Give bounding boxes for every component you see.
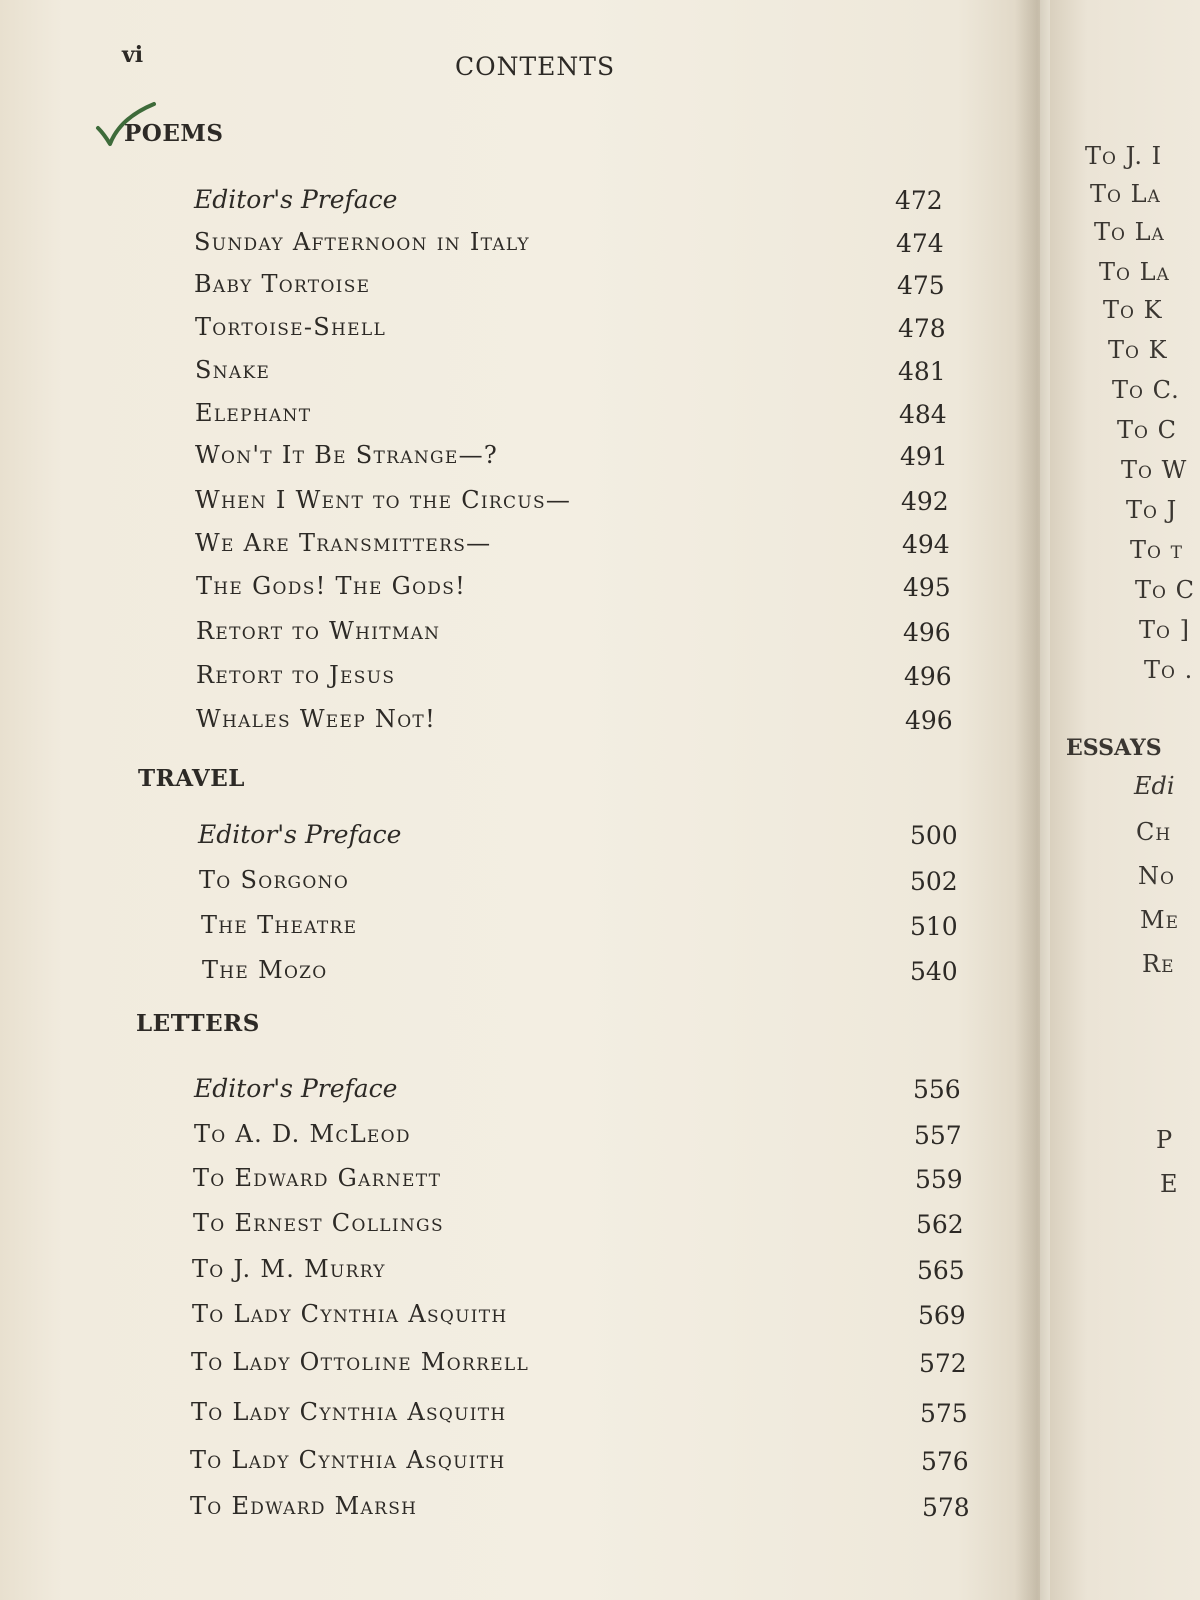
toc-entry-page: 576 [921,1447,969,1476]
page-number: vi [122,42,144,68]
toc-entry-title: To Edward Marsh [190,1492,418,1520]
right-page-bottom-entry: E [1160,1170,1179,1198]
toc-entry-title: The Theatre [201,911,358,939]
right-page-essay-entry: Edi [1134,772,1175,800]
toc-entry-title: Won't It Be Strange—? [195,441,499,469]
toc-entry-page: 559 [915,1165,963,1194]
toc-entry-title: We Are Transmitters— [195,529,492,557]
toc-entry-page: 565 [917,1256,965,1285]
toc-entry-title: To Lady Cynthia Asquith [191,1398,507,1426]
right-page-entry: To K [1108,336,1168,364]
toc-entry-page: 478 [898,314,946,343]
toc-entry-title: To J. M. Murry [192,1255,386,1283]
right-page-entry: To C [1117,416,1177,444]
toc-entry-title: To Lady Cynthia Asquith [192,1300,508,1328]
right-page-entry: To J. I [1085,142,1163,170]
toc-entry-title: To Lady Cynthia Asquith [190,1446,506,1474]
toc-entry-title: To Sorgono [199,866,350,894]
right-page-essay-entry: No [1138,862,1175,890]
right-page-entry: To . [1144,656,1194,684]
toc-entry-page: 492 [901,487,949,516]
right-page-essay-entry: Ch [1136,818,1172,846]
right-page-essays-heading: ESSAYS [1066,735,1162,761]
toc-entry-title: Tortoise-Shell [195,313,387,341]
toc-entry-title: Baby Tortoise [194,270,371,298]
toc-entry-title: Whales Weep Not! [196,705,437,733]
toc-entry-title: When I Went to the Circus— [195,486,572,514]
right-page-essay-entry: Re [1142,950,1175,978]
toc-entry-page: 496 [903,618,951,647]
section-heading: TRAVEL [138,765,245,792]
toc-entry-title: The Gods! The Gods! [196,572,467,600]
toc-entry-page: 578 [922,1493,970,1522]
editors-preface-entry: Editor's Preface [194,185,398,214]
editors-preface-entry: Editor's Preface [194,1074,398,1103]
right-page-entry: To La [1099,258,1170,286]
toc-entry-title: The Mozo [202,956,328,984]
toc-entry-title: To Edward Garnett [193,1164,442,1192]
right-page-entry: To K [1103,296,1163,324]
book-gutter [1015,0,1055,1600]
toc-entry-title: Retort to Jesus [196,661,396,689]
toc-entry-page: 500 [910,821,958,850]
toc-entry-page: 562 [916,1210,964,1239]
toc-entry-page: 472 [895,186,943,215]
toc-entry-page: 572 [919,1349,967,1378]
right-page-essay-entry: Me [1140,906,1179,934]
right-page-entry: To C. [1112,376,1180,404]
toc-entry-page: 510 [910,912,958,941]
toc-entry-page: 569 [918,1301,966,1330]
toc-entry-page: 575 [920,1399,968,1428]
right-page-entry: To J [1126,496,1178,524]
right-page-entry: To C [1135,576,1195,604]
toc-entry-page: 557 [914,1121,962,1150]
toc-entry-page: 481 [898,357,946,386]
right-page [1050,0,1200,1600]
toc-entry-title: Sunday Afternoon in Italy [194,228,530,256]
toc-entry-page: 484 [899,400,947,429]
right-page-entry: To W [1121,456,1188,484]
toc-entry-page: 495 [903,573,951,602]
toc-entry-title: To Ernest Collings [193,1209,444,1237]
toc-entry-page: 556 [913,1075,961,1104]
editors-preface-entry: Editor's Preface [198,820,402,849]
right-page-entry: To t [1130,536,1183,564]
right-page-entry: To ] [1139,616,1190,644]
toc-entry-title: Elephant [195,399,312,427]
toc-entry-page: 475 [897,271,945,300]
toc-entry-title: Snake [195,356,271,384]
page-title: CONTENTS [455,52,616,81]
right-page-entry: To La [1090,180,1161,208]
toc-entry-page: 474 [896,229,944,258]
toc-entry-page: 496 [905,706,953,735]
toc-entry-title: To Lady Ottoline Morrell [191,1348,530,1376]
right-page-entry: To La [1094,218,1165,246]
section-heading: POEMS [124,120,224,147]
toc-entry-title: Retort to Whitman [196,617,441,645]
toc-entry-page: 502 [910,867,958,896]
section-heading: LETTERS [136,1010,260,1037]
toc-entry-page: 494 [902,530,950,559]
right-page-bottom-entry: P [1156,1126,1174,1154]
toc-entry-title: To A. D. McLeod [194,1120,411,1148]
toc-entry-page: 496 [904,662,952,691]
toc-entry-page: 491 [900,442,948,471]
toc-entry-page: 540 [910,957,958,986]
